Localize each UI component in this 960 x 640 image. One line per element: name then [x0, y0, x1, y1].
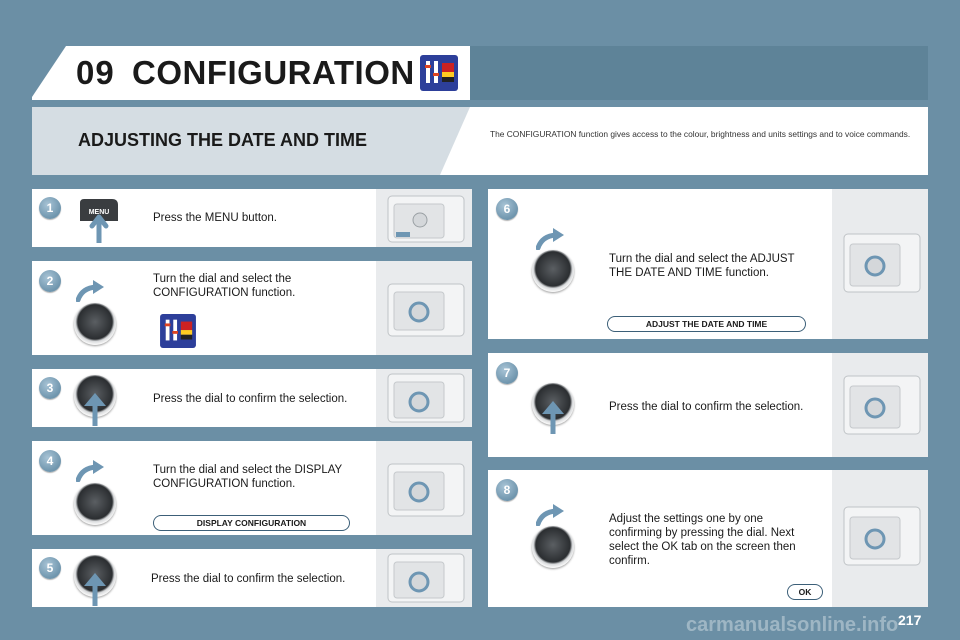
press-arrow-icon	[82, 572, 108, 606]
turn-arrow-icon	[536, 504, 566, 526]
configuration-icon	[160, 314, 196, 348]
step-text-7: Press the dial to confirm the selection.	[609, 401, 804, 413]
press-arrow-icon	[82, 392, 108, 426]
radio-unit-icon	[842, 374, 922, 436]
turn-arrow-icon	[536, 228, 566, 250]
page-number: 217	[898, 612, 922, 628]
watermark: carmanualsonline.info	[686, 614, 899, 636]
display-configuration-pill: DISPLAY CONFIGURATION	[153, 515, 350, 531]
dial-knob-icon	[532, 526, 574, 568]
step-text-5: Press the dial to confirm the selection.	[151, 573, 346, 585]
intro-text: The CONFIGURATION function gives access to the colour, brightness and units settings and to voice commands.	[490, 129, 911, 139]
header-band	[470, 46, 928, 100]
adjust-date-time-pill: ADJUST THE DATE AND TIME	[607, 316, 806, 332]
step-badge-2: 2	[39, 270, 61, 292]
radio-unit-icon	[842, 505, 922, 567]
step-text-3: Press the dial to confirm the selection.	[153, 393, 348, 405]
menu-button-icon	[80, 199, 118, 243]
dial-knob-icon	[74, 483, 116, 525]
step-text-2: Turn the dial and select the CONFIGURATION function.	[153, 273, 296, 299]
step-badge-1: 1	[39, 197, 61, 219]
step-badge-3: 3	[39, 377, 61, 399]
radio-unit-icon	[386, 194, 466, 244]
step-text-8: Adjust the settings one by one confirming by pressing the dial. Next select the OK tab on the screen then confirm.	[609, 513, 796, 567]
step-text-4: Turn the dial and select the DISPLAY CONFIGURATION function.	[153, 464, 343, 490]
chapter-number: 09	[76, 54, 115, 91]
radio-unit-icon	[386, 462, 466, 518]
page-title: CONFIGURATION	[132, 54, 415, 91]
turn-arrow-icon	[76, 460, 106, 482]
step-text-1: Press the MENU button.	[153, 212, 277, 224]
configuration-icon	[420, 55, 458, 91]
radio-unit-icon	[386, 552, 466, 604]
ok-pill: OK	[787, 584, 823, 600]
radio-unit-icon	[386, 372, 466, 424]
step-badge-6: 6	[496, 198, 518, 220]
radio-unit-icon	[386, 282, 466, 338]
step-badge-8: 8	[496, 479, 518, 501]
turn-arrow-icon	[76, 280, 106, 302]
section-title: ADJUSTING THE DATE AND TIME	[78, 130, 368, 150]
press-arrow-icon	[540, 400, 566, 434]
step-badge-4: 4	[39, 450, 61, 472]
step-badge-7: 7	[496, 362, 518, 384]
dial-knob-icon	[532, 250, 574, 292]
menu-button-label: MENU	[88, 209, 110, 216]
step-text-6: Turn the dial and select the ADJUST THE DATE AND TIME function.	[609, 253, 795, 279]
radio-unit-icon	[842, 232, 922, 294]
dial-knob-icon	[74, 303, 116, 345]
step-badge-5: 5	[39, 557, 61, 579]
